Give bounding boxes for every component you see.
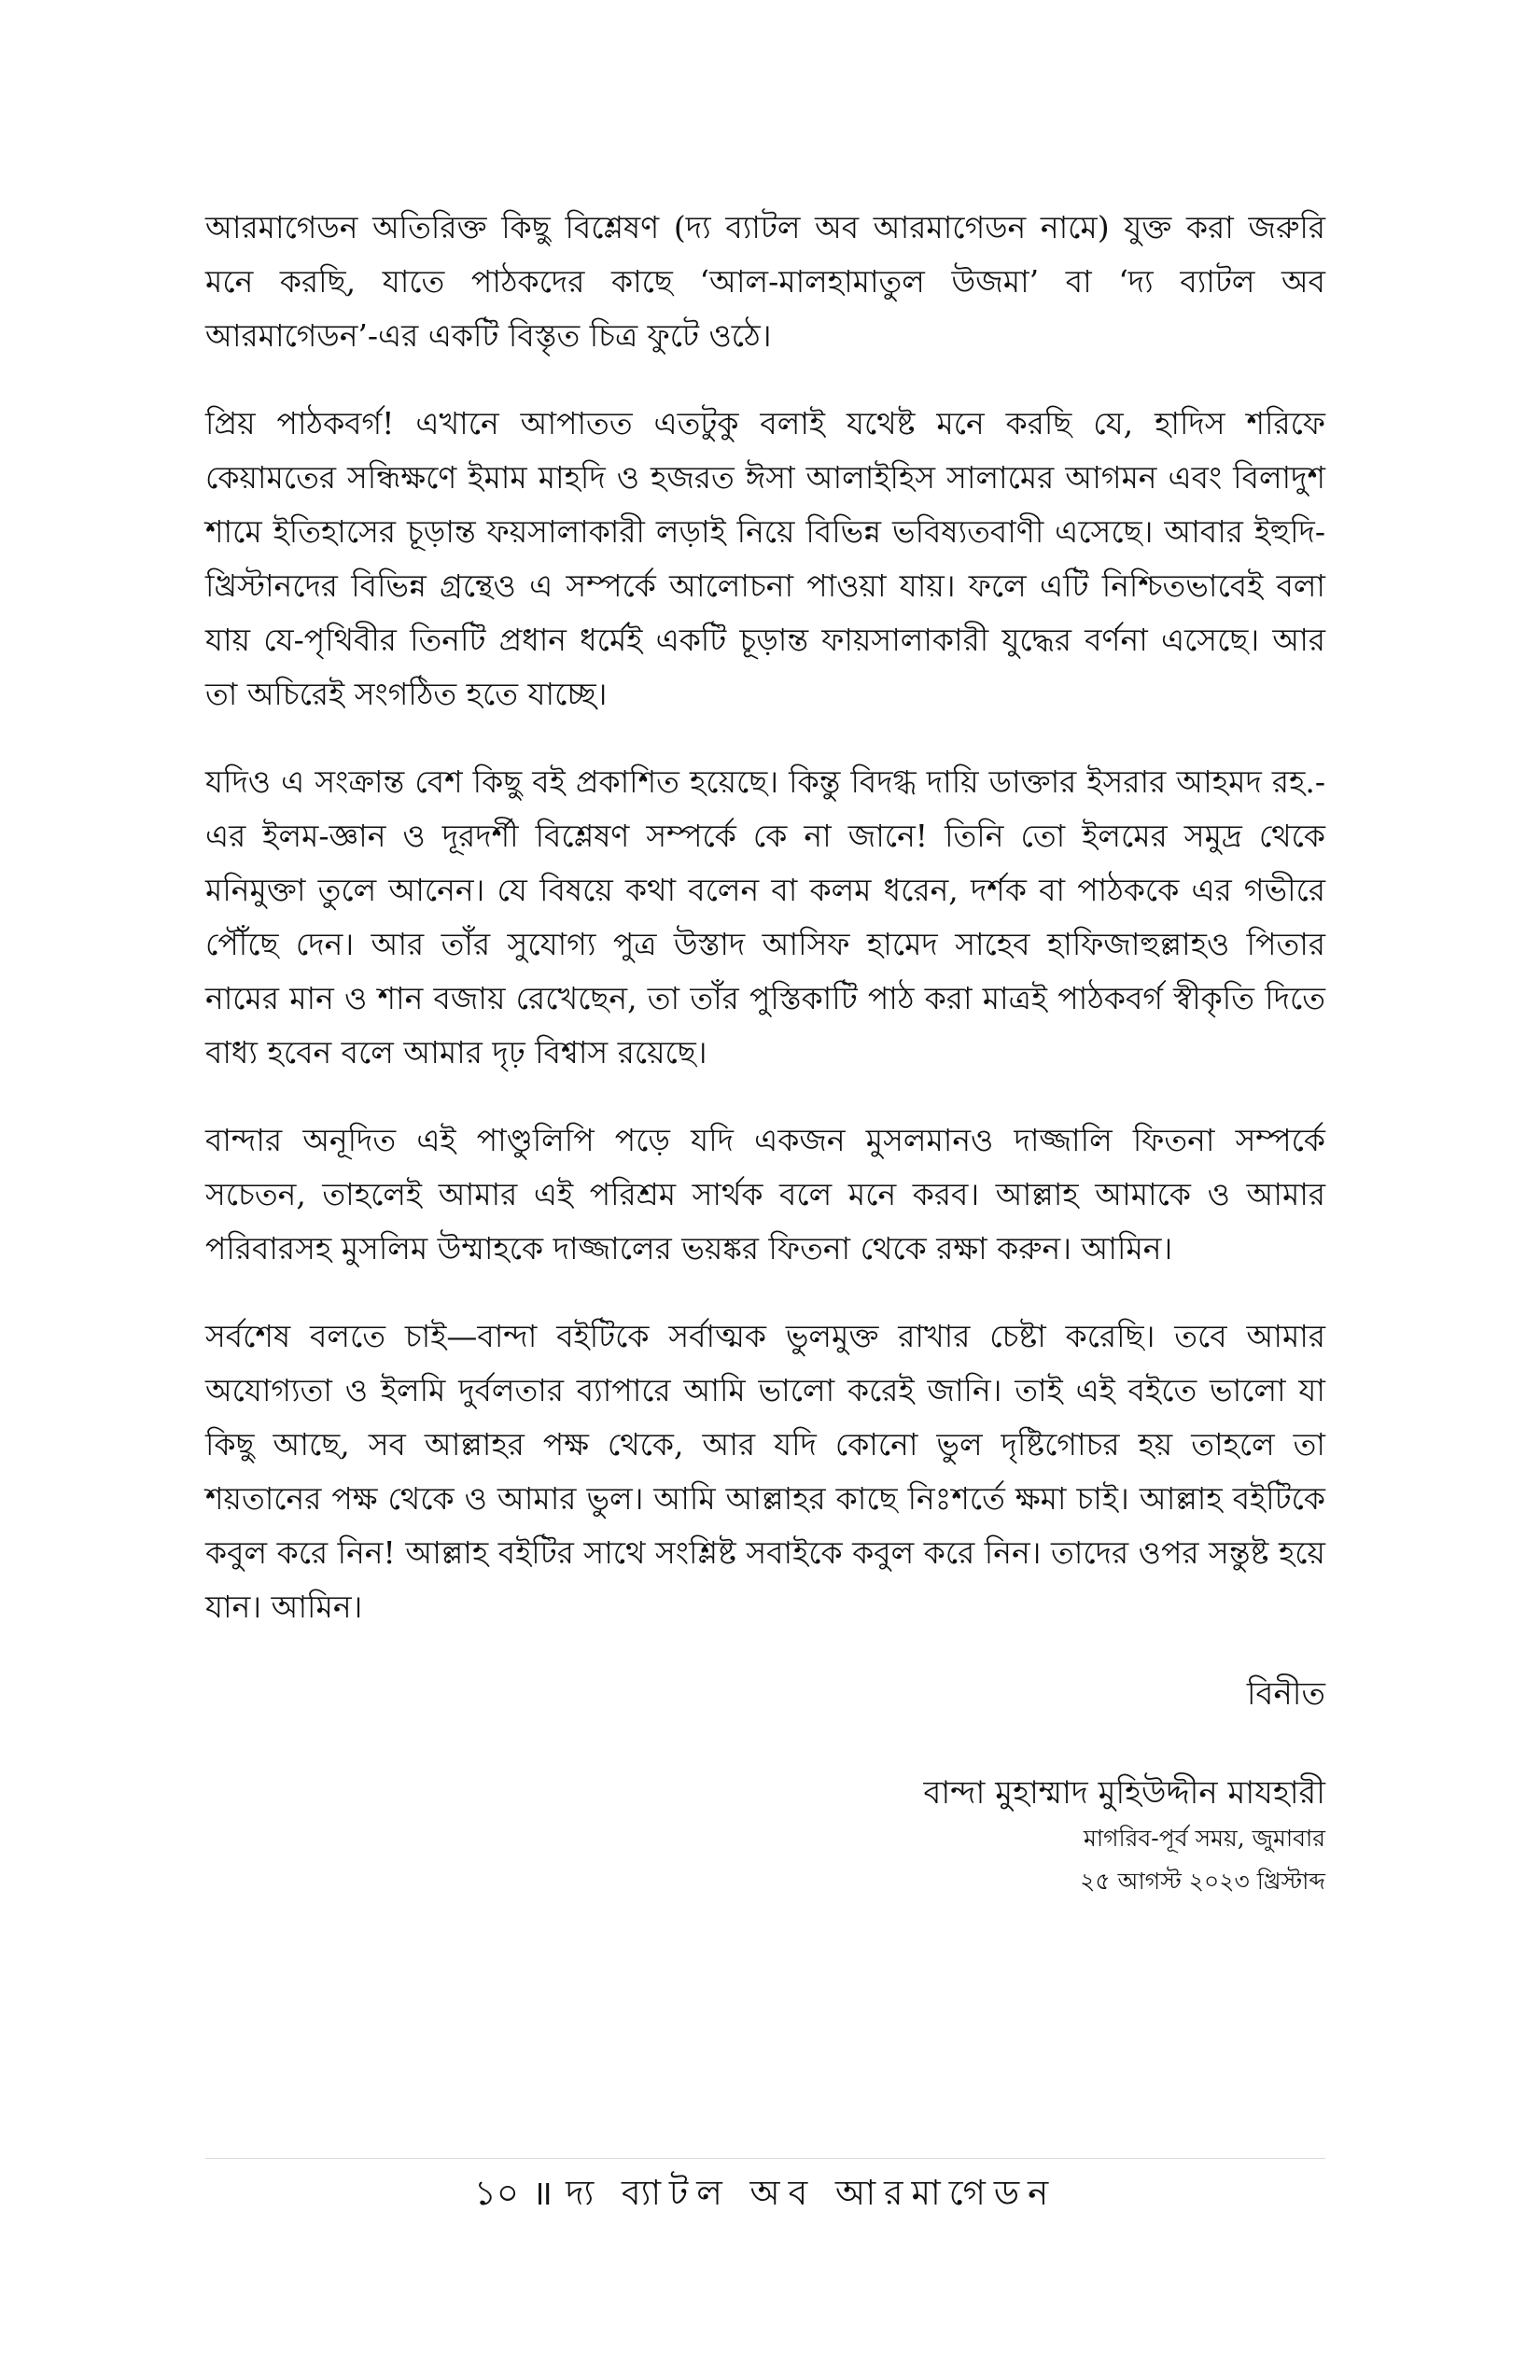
signature-greeting: বিনীত <box>1246 1675 1325 1713</box>
signature-block <box>205 1668 1325 1903</box>
paragraph-prophecies: প্রিয় পাঠকবর্গ! এখানে আপাতত এতটুকু বলাই যথেষ্ট মনে করছি যে, হাদিস শরিফে কেয়ামতের সন্ধিক্ষণে ইমাম মাহদি ও হজরত ঈসা আলাইহিস সালামের আগমন এবং বিলাদুশ শামে ইতিহাসের চূড়ান্ত ফয়সালাকারী লড়াই নিয়ে বিভিন্ন ভবিষ্যতবাণী এসেছে। আবার ইহুদি-খ্রিস্টানদের বিভিন্ন গ্রন্থেও এ সম্পর্কে আলোচনা পাওয়া যায়। ফলে এটি নিশ্চিতভাবেই বলা যায় যে-পৃথিবীর তিনটি প্রধান ধর্মেই একটি চূড়ান্ত ফায়সালাকারী যুদ্ধের বর্ণনা এসেছে। আর তা অচিরেই সংগঠিত হতে যাচ্ছে। <box>205 405 1325 712</box>
paragraph-author-praise: যদিও এ সংক্রান্ত বেশ কিছু বই প্রকাশিত হয়েছে। কিন্তু বিদগ্ধ দায়ি ডাক্তার ইসরার আহমদ রহ.-এর ইলম-জ্ঞান ও দূরদর্শী বিশ্লেষণ সম্পর্কে কে না জানে! তিনি তো ইলমের সমুদ্র থেকে মনিমুক্তা তুলে আনেন। যে বিষয়ে কথা বলেন বা কলম ধরেন, দর্শক বা পাঠককে এর গভীরে পৌঁছে দেন। আর তাঁর সুযোগ্য পুত্র উস্তাদ আসিফ হামেদ সাহেব হাফিজাহুল্লাহও পিতার নামের মান ও শান বজায় রেখেছেন, তা তাঁর পুস্তিকাটি পাঠ করা মাত্রই পাঠকবর্গ স্বীকৃতি দিতে বাধ্য হবেন বলে আমার দৃঢ় বিশ্বাস রয়েছে। <box>205 763 1325 1071</box>
page-body <box>205 201 1325 1903</box>
paragraph-translator-hope: বান্দার অনূদিত এই পাণ্ডুলিপি পড়ে যদি একজন মুসলমানও দাজ্জালি ফিতনা সম্পর্কে সচেতন, তাহলেই আমার এই পরিশ্রম সার্থক বলে মনে করব। আল্লাহ আমাকে ও আমার পরিবারসহ মুসলিম উম্মাহকে দাজ্জালের ভয়ঙ্কর ফিতনা থেকে রক্ষা করুন। আমিন। <box>205 1122 1325 1267</box>
signature-date: ২৫ আগস্ট ২০২৩ খ্রিস্টাব্দ <box>1080 1868 1325 1895</box>
paragraph-closing: সর্বশেষ বলতে চাই—বান্দা বইটিকে সর্বাত্মক ভুলমুক্ত রাখার চেষ্টা করেছি। তবে আমার অযোগ্যতা ও ইলমি দুর্বলতার ব্যাপারে আমি ভালো করেই জানি। তাই এই বইতে ভালো যা কিছু আছে, সব আল্লাহর পক্ষ থেকে, আর যদি কোনো ভুল দৃষ্টিগোচর হয় তাহলে তা শয়তানের পক্ষ থেকে ও আমার ভুল। আমি আল্লাহর কাছে নিঃশর্তে ক্ষমা চাই। আল্লাহ বইটিকে কবুল করে নিন! আল্লাহ বইটির সাথে সংশ্লিষ্ট সবাইকে কবুল করে নিন। তাদের ওপর সন্তুষ্ট হয়ে যান। আমিন। <box>205 1318 1325 1625</box>
footer-separator: ॥ <box>531 2173 553 2213</box>
page-number: ১০ <box>473 2173 519 2213</box>
footer-divider <box>205 2158 1325 2159</box>
footer-book-title: দ্য ব্যাটল অব আরমাগেডন <box>566 2173 1057 2213</box>
page-footer <box>205 2167 1325 2219</box>
paragraph-intro: আরমাগেডন অতিরিক্ত কিছু বিশ্লেষণ (দ্য ব্যাটল অব আরমাগেডন নামে) যুক্ত করা জরুরি মনে করছি, যাতে পাঠকদের কাছে ‘আল-মালহামাতুল উজমা’ বা ‘দ্য ব্যাটল অব আরমাগেডন’-এর একটি বিস্তৃত চিত্র ফুটে ওঠে। <box>205 209 1325 354</box>
signature-time: মাগরিব-পূর্ব সময়, জুমাবার <box>1083 1825 1325 1852</box>
signature-name: বান্দা মুহাম্মাদ মুহিউদ্দীন মাযহারী <box>923 1774 1325 1812</box>
